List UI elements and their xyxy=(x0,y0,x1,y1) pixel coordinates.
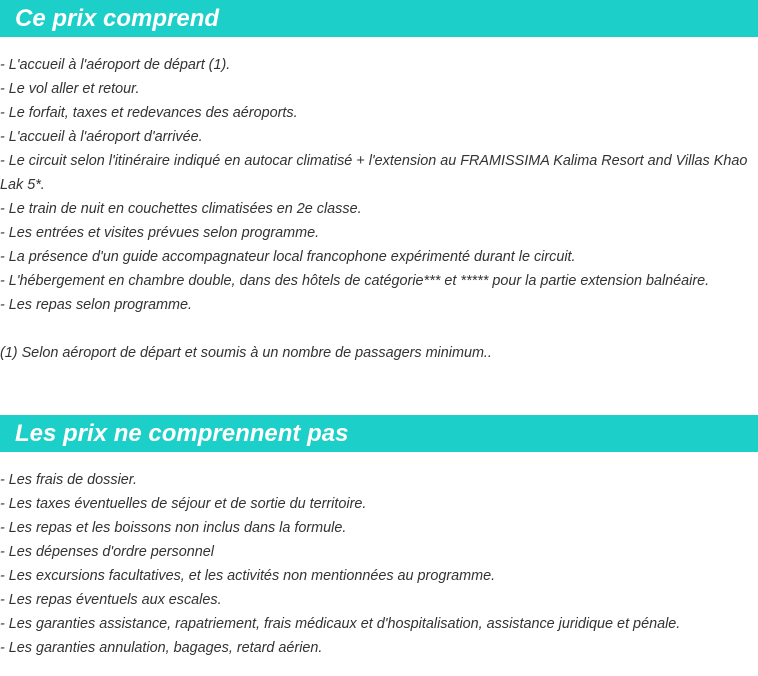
footnote xyxy=(0,341,758,365)
list-item: - Les repas et les boissons non inclus dans la formule. xyxy=(0,520,347,536)
excluded-list xyxy=(0,468,758,660)
list-item: - Les garanties annulation, bagages, retard aérien. xyxy=(0,640,323,656)
included-list xyxy=(0,53,758,317)
list-item: - Les garanties assistance, rapatriement, frais médicaux et d'hospitalisation, assistance juridique et pénale. xyxy=(0,616,681,632)
list-item: - L'hébergement en chambre double, dans des hôtels de catégorie*** et ***** pour la partie extension balnéaire. xyxy=(0,273,710,289)
list-item: - Le circuit selon l'itinéraire indiqué en autocar climatisé + l'extension au FRAMISSIMA Kalima Resort and Villas Khao Lak 5*. xyxy=(0,153,748,193)
list-item: - La présence d'un guide accompagnateur local francophone expérimenté durant le circuit. xyxy=(0,249,576,265)
list-item: - Les excursions facultatives, et les activités non mentionnées au programme. xyxy=(0,568,496,584)
list-item: - Le train de nuit en couchettes climatisées en 2e classe. xyxy=(0,201,362,217)
list-item: - Les entrées et visites prévues selon programme. xyxy=(0,225,320,241)
list-item: - Les dépenses d'ordre personnel xyxy=(0,544,214,560)
list-item: - Les repas éventuels aux escales. xyxy=(0,592,222,608)
list-item: - Les frais de dossier. xyxy=(0,472,138,488)
footnote-text: (1) Selon aéroport de départ et soumis à un nombre de passagers minimum.. xyxy=(0,345,492,361)
list-item: - Les taxes éventuelles de séjour et de sortie du territoire. xyxy=(0,496,367,512)
list-item: - Le vol aller et retour. xyxy=(0,81,140,97)
included-section-title: Ce prix comprend xyxy=(0,0,758,37)
excluded-section-title: Les prix ne comprennent pas xyxy=(0,415,758,452)
list-item: - Le forfait, taxes et redevances des aéroports. xyxy=(0,105,298,121)
list-item: - Les repas selon programme. xyxy=(0,297,192,313)
list-item: - L'accueil à l'aéroport d'arrivée. xyxy=(0,129,203,145)
list-item: - L'accueil à l'aéroport de départ (1). xyxy=(0,57,231,73)
